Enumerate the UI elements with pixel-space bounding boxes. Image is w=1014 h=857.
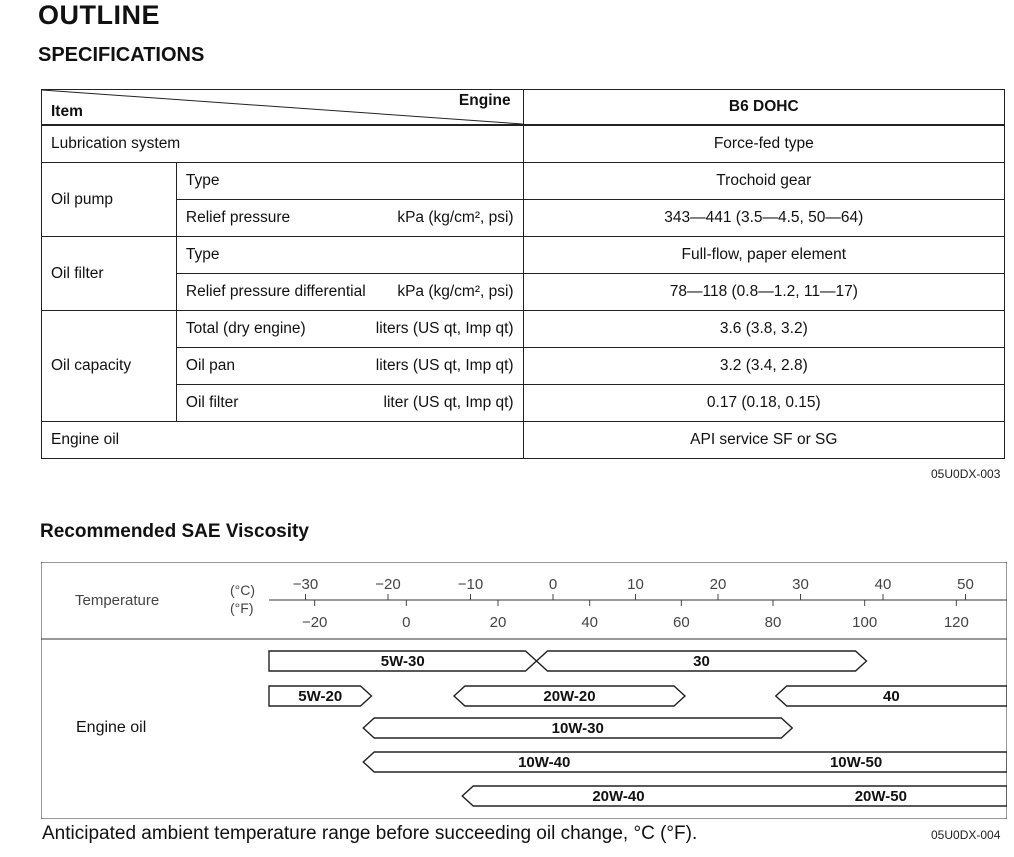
celsius-tick-label: 40 [874,576,892,593]
header-b6-dohc: B6 DOHC [523,90,1004,126]
engine-oil-value: API service SF or SG [523,422,1004,459]
table-row [42,163,1005,200]
lubrication-value: Force-fed type [523,125,1004,163]
oil-filter-label: Oil filter [42,237,177,311]
table-row [42,385,1005,422]
oil-capacity-pan-label: Oil pan [185,357,236,374]
oil-filter-type-value: Full-flow, paper element [523,237,1004,274]
celsius-tick-label: −10 [457,576,484,593]
oil-capacity-filter-label: Oil filter [185,394,239,411]
lubrication-label: Lubrication system [42,125,524,163]
oil-pump-type-label: Type [176,163,523,200]
oil-capacity-total-label: Total (dry engine) [185,320,306,337]
oil-capacity-label: Oil capacity [42,311,177,422]
fahrenheit-tick-label: 20 [489,614,507,631]
specifications-table [41,89,1005,459]
viscosity-chart-title: Recommended SAE Viscosity [40,521,309,542]
section-heading: SPECIFICATIONS [38,44,205,66]
celsius-tick-label: 10 [627,576,644,593]
celsius-tick-label: −30 [292,576,319,593]
figure-code-spec: 05U0DX-003 [931,467,1001,481]
fahrenheit-unit-label: (°F) [230,600,254,616]
oil-pump-relief-unit: kPa (kg/cm², psi) [397,209,514,226]
fahrenheit-tick-label: 120 [943,614,969,631]
oil-filter-diff-label: Relief pressure differential [185,283,366,300]
oil-pump-relief-cell [176,200,523,237]
oil-capacity-total-unit: liters (US qt, Imp qt) [375,320,514,337]
bar-label-30: 30 [693,653,710,670]
celsius-tick-label: 0 [548,576,558,593]
oil-pump-relief-value: 343—441 (3.5—4.5, 50—64) [523,200,1004,237]
table-row [42,348,1005,385]
temperature-label: Temperature [75,592,160,609]
oil-capacity-pan-value: 3.2 (3.4, 2.8) [523,348,1004,385]
oil-capacity-pan-cell [176,348,523,385]
header-item: Item [51,103,83,120]
fahrenheit-tick-label: 80 [764,614,782,631]
bar-label-10w-40: 10W-40 [518,754,571,771]
table-row [42,422,1005,459]
bar-label-20w-20: 20W-20 [543,688,596,705]
oil-pump-relief-label: Relief pressure [185,209,291,226]
oil-capacity-total-cell [176,311,523,348]
celsius-unit-label: (°C) [230,582,256,598]
bar-10w-40 [363,752,1007,772]
header-diagonal-line [42,90,523,124]
fahrenheit-tick-label: 100 [852,614,878,631]
bar-label-5w-20: 5W-20 [298,688,343,705]
fahrenheit-tick-label: 60 [672,614,690,631]
header-engine: Engine [458,92,511,109]
oil-capacity-filter-unit: liter (US qt, Imp qt) [383,394,514,411]
oil-capacity-total-value: 3.6 (3.8, 3.2) [523,311,1004,348]
oil-capacity-filter-cell [176,385,523,422]
bar-label-20w-50: 20W-50 [854,788,907,805]
viscosity-chart [41,562,1007,819]
celsius-tick-label: 50 [957,576,974,593]
oil-pump-type-value: Trochoid gear [523,163,1004,200]
figure-code-chart: 05U0DX-004 [931,828,1001,842]
oil-pump-label: Oil pump [42,163,177,237]
fahrenheit-tick-label: 40 [581,614,599,631]
fahrenheit-tick-label: −20 [301,614,328,631]
fahrenheit-tick-label: 0 [402,614,411,631]
oil-capacity-pan-unit: liters (US qt, Imp qt) [375,357,514,374]
bar-label-20w-40: 20W-40 [592,788,645,805]
bar-label-10w-30: 10W-30 [551,720,604,737]
bar-20w-40 [462,786,1007,806]
oil-filter-type-label: Type [176,237,523,274]
page-title: OUTLINE [38,0,160,30]
table-row [42,237,1005,274]
engine-oil-label: Engine oil [42,422,524,459]
engine-oil-row-label: Engine oil [76,719,147,736]
table-row [42,125,1005,163]
header-item-engine-cell [42,90,524,126]
bar-label-10w-50: 10W-50 [829,754,883,771]
table-row [42,311,1005,348]
oil-filter-diff-cell [176,274,523,311]
bar-label-5w-30: 5W-30 [380,653,425,670]
chart-caption: Anticipated ambient temperature range before succeeding oil change, °C (°F). [42,823,698,844]
bar-label-40: 40 [883,688,900,705]
oil-filter-diff-unit: kPa (kg/cm², psi) [397,283,514,300]
oil-capacity-filter-value: 0.17 (0.18, 0.15) [523,385,1004,422]
celsius-tick-label: −20 [375,576,401,593]
oil-filter-diff-value: 78—118 (0.8—1.2, 11—17) [523,274,1004,311]
celsius-tick-label: 20 [709,576,727,593]
table-row [42,200,1005,237]
table-header-row [42,90,1005,126]
celsius-tick-label: 30 [792,576,809,593]
table-row [42,274,1005,311]
